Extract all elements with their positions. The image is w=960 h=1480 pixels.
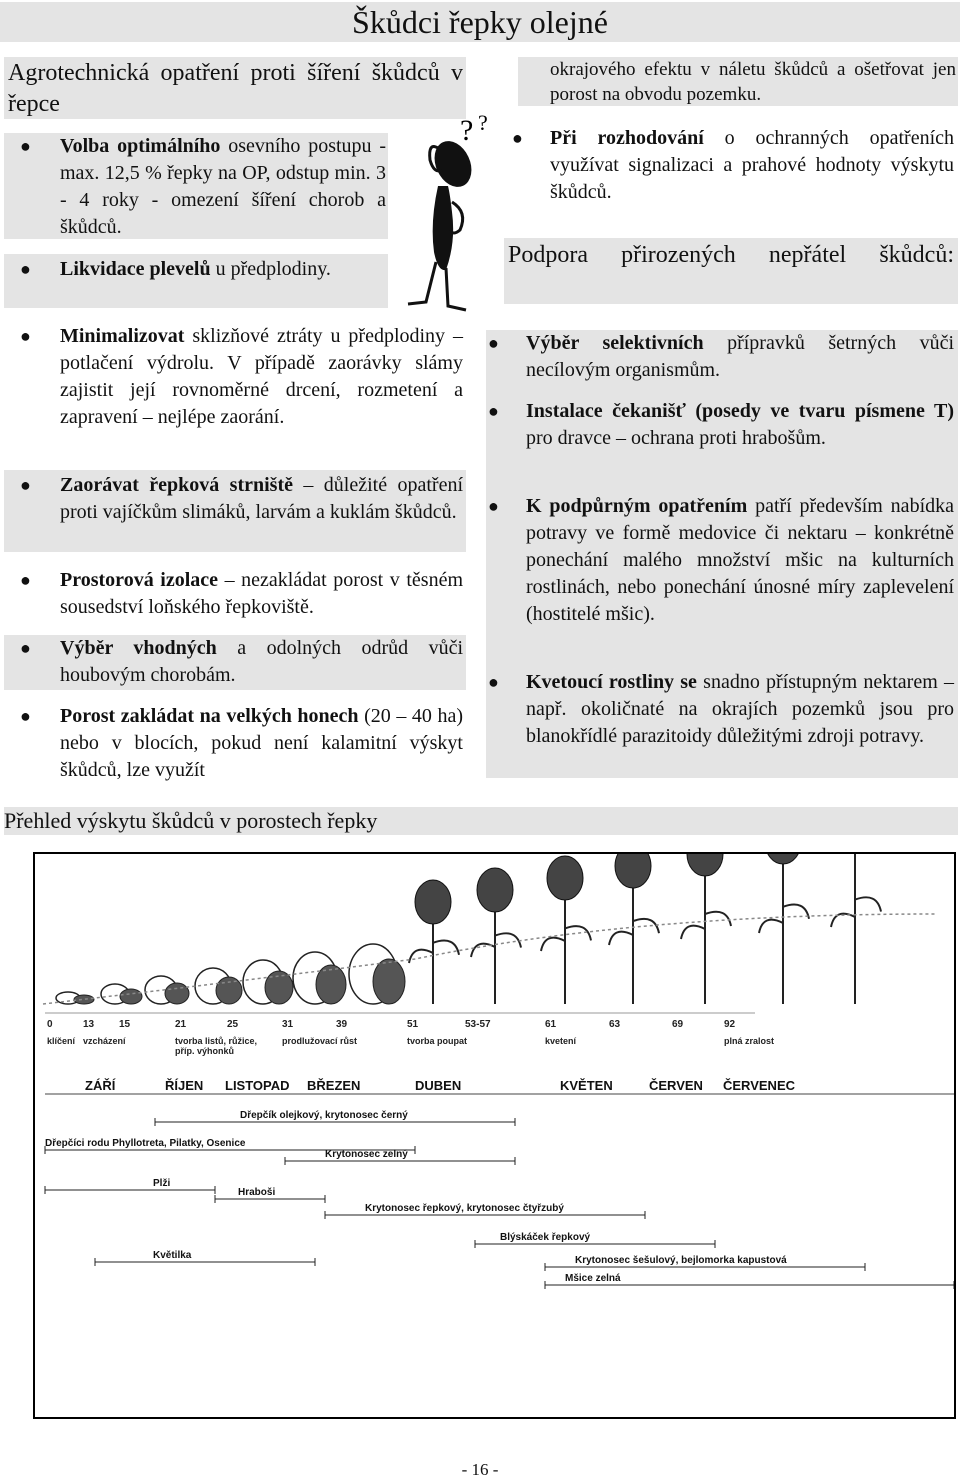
continuation-text: okrajového efektu v náletu škůdců a ošetřovat jen porost na obvodu pozemku. bbox=[550, 59, 956, 105]
growth-stage-code: 39 bbox=[336, 1019, 348, 1030]
pest-row bbox=[325, 1203, 645, 1219]
item-text: snadno přístupným nektarem – např. okoličnaté na okrajích pozemků jsou pro blanokřídlé parazitoidy důležitými zdroji potravy. bbox=[526, 671, 954, 747]
thinking-figure-illustration bbox=[398, 112, 508, 322]
growth-stage-code: 63 bbox=[609, 1019, 621, 1030]
pest-name: Plži bbox=[153, 1178, 171, 1189]
pest-row bbox=[545, 1255, 865, 1271]
item-text: přípravků šetrných vůči necílovým organismům. bbox=[526, 332, 954, 381]
list-item bbox=[20, 256, 386, 283]
item-text: o ochranných opatřeních využívat signalizaci a prahové hodnoty výskytu škůdců. bbox=[550, 127, 955, 203]
growth-stage-label: tvorba listů, růžice, bbox=[175, 1036, 258, 1046]
pest-row bbox=[285, 1149, 515, 1165]
plant-icon bbox=[409, 880, 459, 1004]
item-bold: Výběr vhodných bbox=[60, 637, 217, 659]
pest-name: Dřepčíci rodu Phyllotreta, Pilatky, Osenice bbox=[45, 1138, 246, 1149]
page-title: Škůdci řepky olejné bbox=[0, 2, 960, 42]
item-text: pro dravce – ochrana proti hrabošům. bbox=[526, 427, 826, 449]
growth-stage-label: klíčení bbox=[47, 1036, 76, 1046]
plant-icon bbox=[195, 968, 242, 1004]
month-label: ŘÍJEN bbox=[165, 1078, 204, 1093]
bullet-icon: ● bbox=[20, 136, 31, 156]
plant-icon bbox=[349, 944, 405, 1004]
pest-row bbox=[475, 1232, 715, 1248]
item-bold: Při rozhodování bbox=[550, 127, 704, 149]
list-item bbox=[512, 125, 955, 206]
pest-name: Krytonosec zelný bbox=[325, 1149, 408, 1160]
item-bold: Výběr selektivních bbox=[526, 332, 704, 354]
bullet-icon: ● bbox=[20, 475, 31, 495]
plant-icon bbox=[541, 856, 591, 1004]
bullet-icon: ● bbox=[20, 326, 31, 346]
growth-stage-code: 92 bbox=[724, 1019, 736, 1030]
growth-stage-code: 61 bbox=[545, 1019, 557, 1030]
bullet-icon: ● bbox=[488, 401, 499, 421]
growth-stage-code: 0 bbox=[47, 1019, 53, 1030]
growth-stage-label: vzcházení bbox=[83, 1036, 126, 1046]
pest-name: Blýskáček řepkový bbox=[500, 1232, 591, 1243]
plant-growth-illustration bbox=[43, 854, 935, 1004]
pest-name: Mšice zelná bbox=[565, 1273, 621, 1284]
question-mark-icon: ? bbox=[478, 112, 488, 135]
growth-stage-label: tvorba poupat bbox=[407, 1036, 467, 1046]
pest-row bbox=[155, 1110, 515, 1126]
item-bold: Likvidace plevelů bbox=[60, 258, 211, 280]
bullet-icon: ● bbox=[20, 706, 31, 726]
section-heading: Přehled výskytu škůdců v porostech řepky bbox=[4, 807, 958, 835]
plant-icon bbox=[101, 984, 142, 1004]
item-text: – nezakládat porost v těsném sousedství loňského řepkoviště. bbox=[60, 569, 464, 618]
list-item bbox=[488, 398, 954, 452]
item-text: (20 – 40 ha) nebo v blocích, pokud není kalamitní výskyt škůdců, lze využít bbox=[60, 705, 463, 781]
pest-row bbox=[95, 1250, 315, 1266]
list-item bbox=[488, 669, 954, 750]
growth-stage-code: 31 bbox=[282, 1019, 294, 1030]
pest-name: Hraboši bbox=[238, 1187, 276, 1198]
plant-icon bbox=[243, 960, 293, 1004]
pest-row bbox=[45, 1178, 215, 1194]
list-item bbox=[488, 330, 954, 384]
list-item bbox=[20, 635, 463, 689]
question-mark-icon: ? bbox=[460, 114, 474, 147]
pest-row bbox=[215, 1187, 325, 1203]
item-bold: Zaorávat řepková strniště bbox=[60, 474, 293, 496]
item-bold: Kvetoucí rostliny se bbox=[526, 671, 697, 693]
list-item bbox=[20, 323, 463, 431]
month-label: LISTOPAD bbox=[225, 1078, 290, 1093]
item-bold: Instalace čekanišť (posedy ve tvaru písmene T) bbox=[526, 400, 954, 422]
list-item bbox=[488, 493, 954, 628]
plant-icon bbox=[831, 854, 881, 1004]
plant-icon bbox=[471, 868, 521, 1004]
growth-stage-code: 51 bbox=[407, 1019, 419, 1030]
month-label: ČERVEN bbox=[649, 1078, 703, 1093]
growth-stage-code: 25 bbox=[227, 1019, 239, 1030]
item-bold: Volba optimálního bbox=[60, 135, 221, 157]
bullet-icon: ● bbox=[488, 333, 499, 353]
pest-occurrence-diagram bbox=[33, 852, 956, 1419]
item-bold: Porost zakládat na velkých honech bbox=[60, 705, 359, 727]
growth-stage-code: 13 bbox=[83, 1019, 95, 1030]
month-label: BŘEZEN bbox=[307, 1078, 361, 1093]
bullet-icon: ● bbox=[488, 496, 499, 516]
pest-row bbox=[545, 1273, 954, 1289]
list-item bbox=[20, 567, 464, 621]
bullet-icon: ● bbox=[20, 259, 31, 279]
list-item bbox=[20, 703, 463, 784]
growth-stage-code: 15 bbox=[119, 1019, 131, 1030]
plant-icon bbox=[681, 854, 731, 1004]
growth-stage-code: 21 bbox=[175, 1019, 187, 1030]
pest-name: Krytonosec šešulový, bejlomorka kapustová bbox=[575, 1255, 787, 1266]
item-text: patří především nabídka potravy ve formě medovice či nektaru – konkrétně ponechání malého množství mšic na kulturních rostlinách, nebo ponechání únosné míry zaplevelení (hostitelé mšic). bbox=[526, 495, 954, 625]
page-number: - 16 - bbox=[461, 1460, 499, 1479]
growth-stage-code: 53-57 bbox=[465, 1019, 491, 1030]
item-bold: Prostorová izolace bbox=[60, 569, 219, 591]
pest-name: Dřepčík olejkový, krytonosec černý bbox=[240, 1110, 408, 1121]
growth-stage-label: kvetení bbox=[545, 1036, 577, 1046]
item-bold: K podpůrným opatřením bbox=[526, 495, 748, 517]
bullet-icon: ● bbox=[20, 570, 31, 590]
bullet-icon: ● bbox=[488, 672, 499, 692]
item-text: a odolných odrůd vůči houbovým chorobám. bbox=[60, 637, 463, 686]
plant-icon bbox=[293, 952, 346, 1004]
pest-name: Květilka bbox=[153, 1250, 192, 1261]
bullet-icon: ● bbox=[20, 638, 31, 658]
right-heading: Podpora přirozených nepřátel škůdců: bbox=[508, 242, 954, 268]
diagram-svg bbox=[35, 854, 954, 1417]
item-text: – důležité opatření proti vajíčkům slimáků, larvám a kuklám škůdců. bbox=[60, 474, 464, 523]
bullet-icon: ● bbox=[512, 128, 523, 148]
growth-stage-label: prodlužovací růst bbox=[282, 1036, 358, 1046]
month-label: ZÁŘÍ bbox=[85, 1078, 116, 1093]
growth-stage-label: plná zralost bbox=[724, 1036, 775, 1046]
item-text: sklizňové ztráty u předplodiny – potlačení výdrolu. V případě zaorávky slámy zajistit její rovnoměrné drcení, rozmetení a zapravení – nejlépe zaorání. bbox=[60, 325, 463, 428]
item-text: u předplodiny. bbox=[210, 258, 331, 280]
month-label: KVĚTEN bbox=[560, 1078, 613, 1093]
month-label: DUBEN bbox=[415, 1078, 462, 1093]
growth-stage-code: 69 bbox=[672, 1019, 684, 1030]
list-item bbox=[20, 472, 464, 526]
list-item bbox=[20, 133, 386, 241]
pest-name: Krytonosec řepkový, krytonosec čtyřzubý bbox=[365, 1203, 564, 1214]
plant-icon bbox=[145, 976, 189, 1004]
item-bold: Minimalizovat bbox=[60, 325, 185, 347]
item-text: osevního postupu - max. 12,5 % řepky na OP, odstup min. 3 - 4 roky - omezení šíření chorob a škůdců. bbox=[60, 135, 386, 238]
plant-icon bbox=[759, 854, 809, 1004]
growth-stage-label: příp. výhonků bbox=[175, 1046, 235, 1056]
month-label: ČERVENEC bbox=[723, 1078, 796, 1093]
left-heading: Agrotechnická opatření proti šíření škůdců v řepce bbox=[8, 60, 463, 117]
